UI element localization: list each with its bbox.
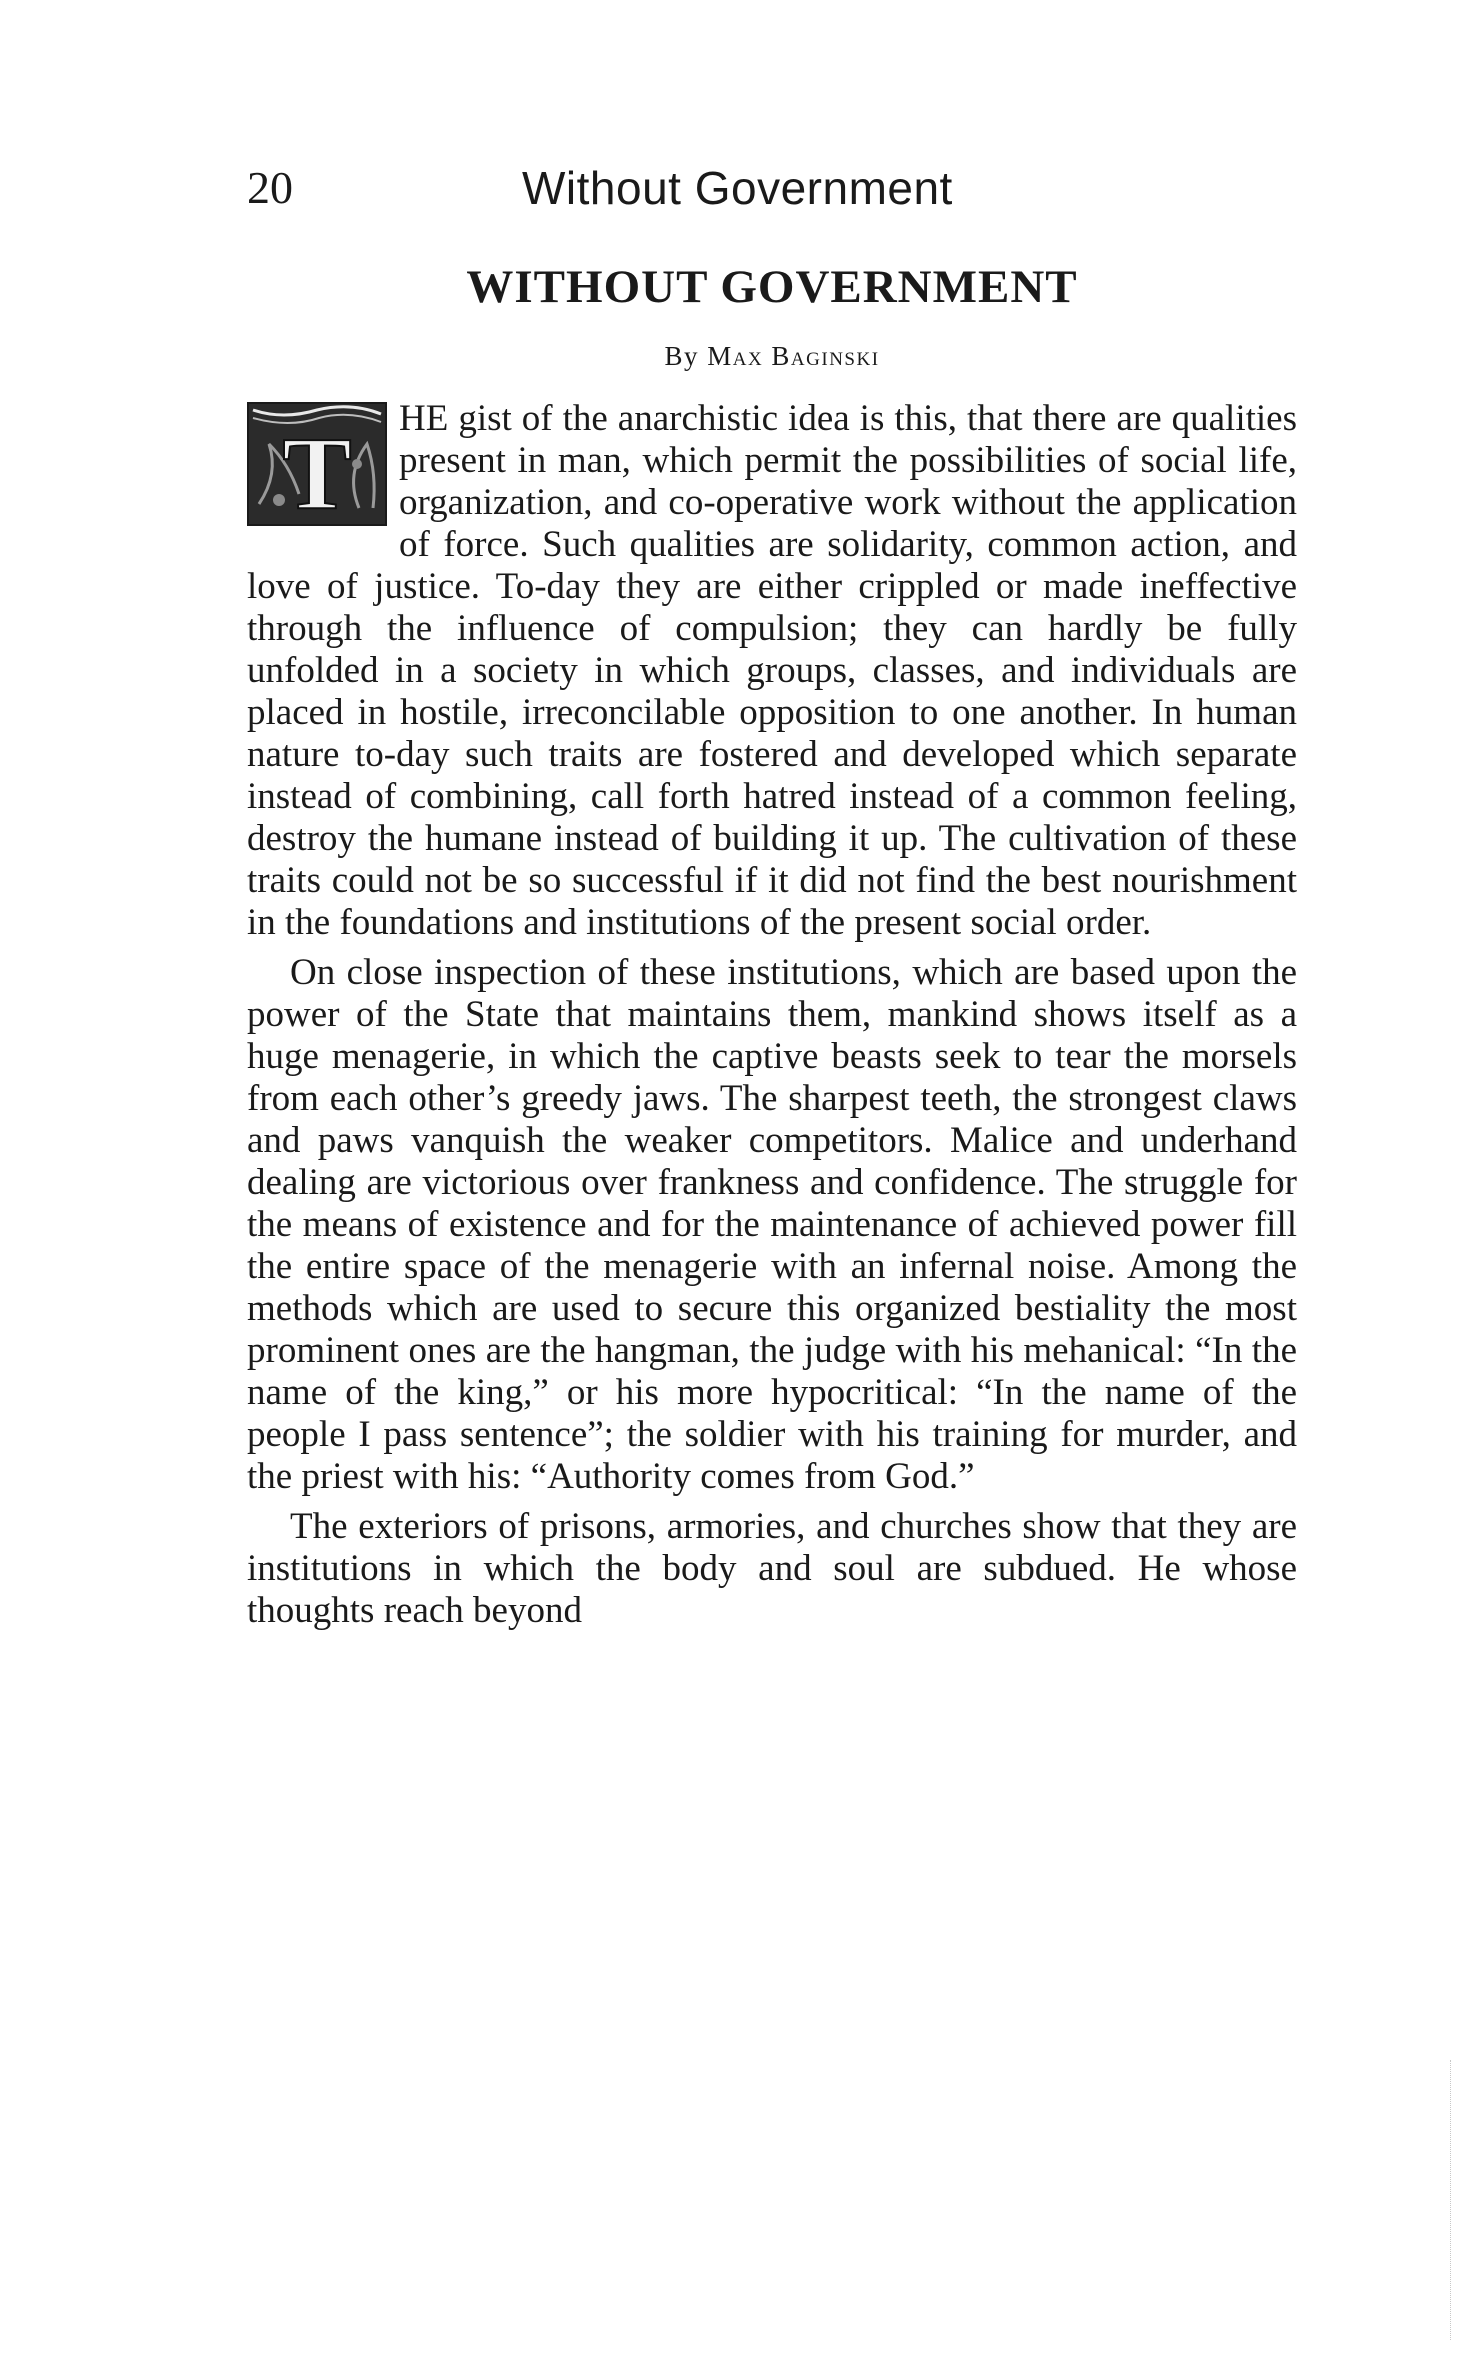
running-head <box>247 160 1297 220</box>
page-edge-marks <box>1450 2060 1457 2340</box>
article-body <box>247 398 1297 1640</box>
page-number: 20 <box>247 162 293 213</box>
byline <box>247 338 1297 374</box>
article-title: WITHOUT GOVERNMENT <box>466 261 1078 313</box>
byline-author: Max Baginski <box>707 341 880 371</box>
drop-cap-ornament <box>247 402 387 526</box>
drop-cap-letter: T <box>282 416 352 524</box>
paragraph-2: On close inspection of these institutions, which are based upon the power of the State that maintains them, mankind shows itself as a huge menagerie, in which the captive beasts seek to tear the morsels from each other’s greedy jaws. The sharpest teeth, the strongest claws and paws vanquish the weaker competitors. Malice and underhand dealing are victorious over frankness and confidence. The struggle for the means of existence and for the maintenance of achieved power fill the entire space of the menagerie with an infernal noise. Among the methods which are used to secure this organized bestiality the most prominent ones are the hangman, the judge with his mehanical: “In the name of the king,” or his more hypocritical: “In the name of the people I pass sentence”; the soldier with his training for murder, and the priest with his: “Authority comes from God.” <box>247 952 1297 1497</box>
paragraph-1 <box>247 398 1297 944</box>
paragraph-1-text: HE gist of the anarchistic idea is this, that there are qualities present in man, which permit the possibilities of social life, organization, and co-operative work without the application of force. Such qualities are solidarity, common action, and love of justice. To-day they are either crippled or made ineffective through the influence of compulsion; they can hardly be fully unfolded in a society in which groups, classes, and individuals are placed in hostile, irreconcilable opposition to one another. In human nature to-day such traits are fostered and developed which separate instead of combining, call forth hatred instead of a common feeling, destroy the humane instead of building it up. The cultivation of these traits could not be so successful if it did not find the best nourishment in the foundations and institutions of the present social order. <box>247 398 1297 943</box>
running-title: Without Government <box>522 162 953 214</box>
ornamental-t-icon <box>249 404 385 524</box>
paragraph-3: The exteriors of prisons, armories, and churches show that they are institutions in which the body and soul are subdued. He whose thoughts reach beyond <box>247 1506 1297 1631</box>
byline-prefix: By <box>664 341 708 371</box>
